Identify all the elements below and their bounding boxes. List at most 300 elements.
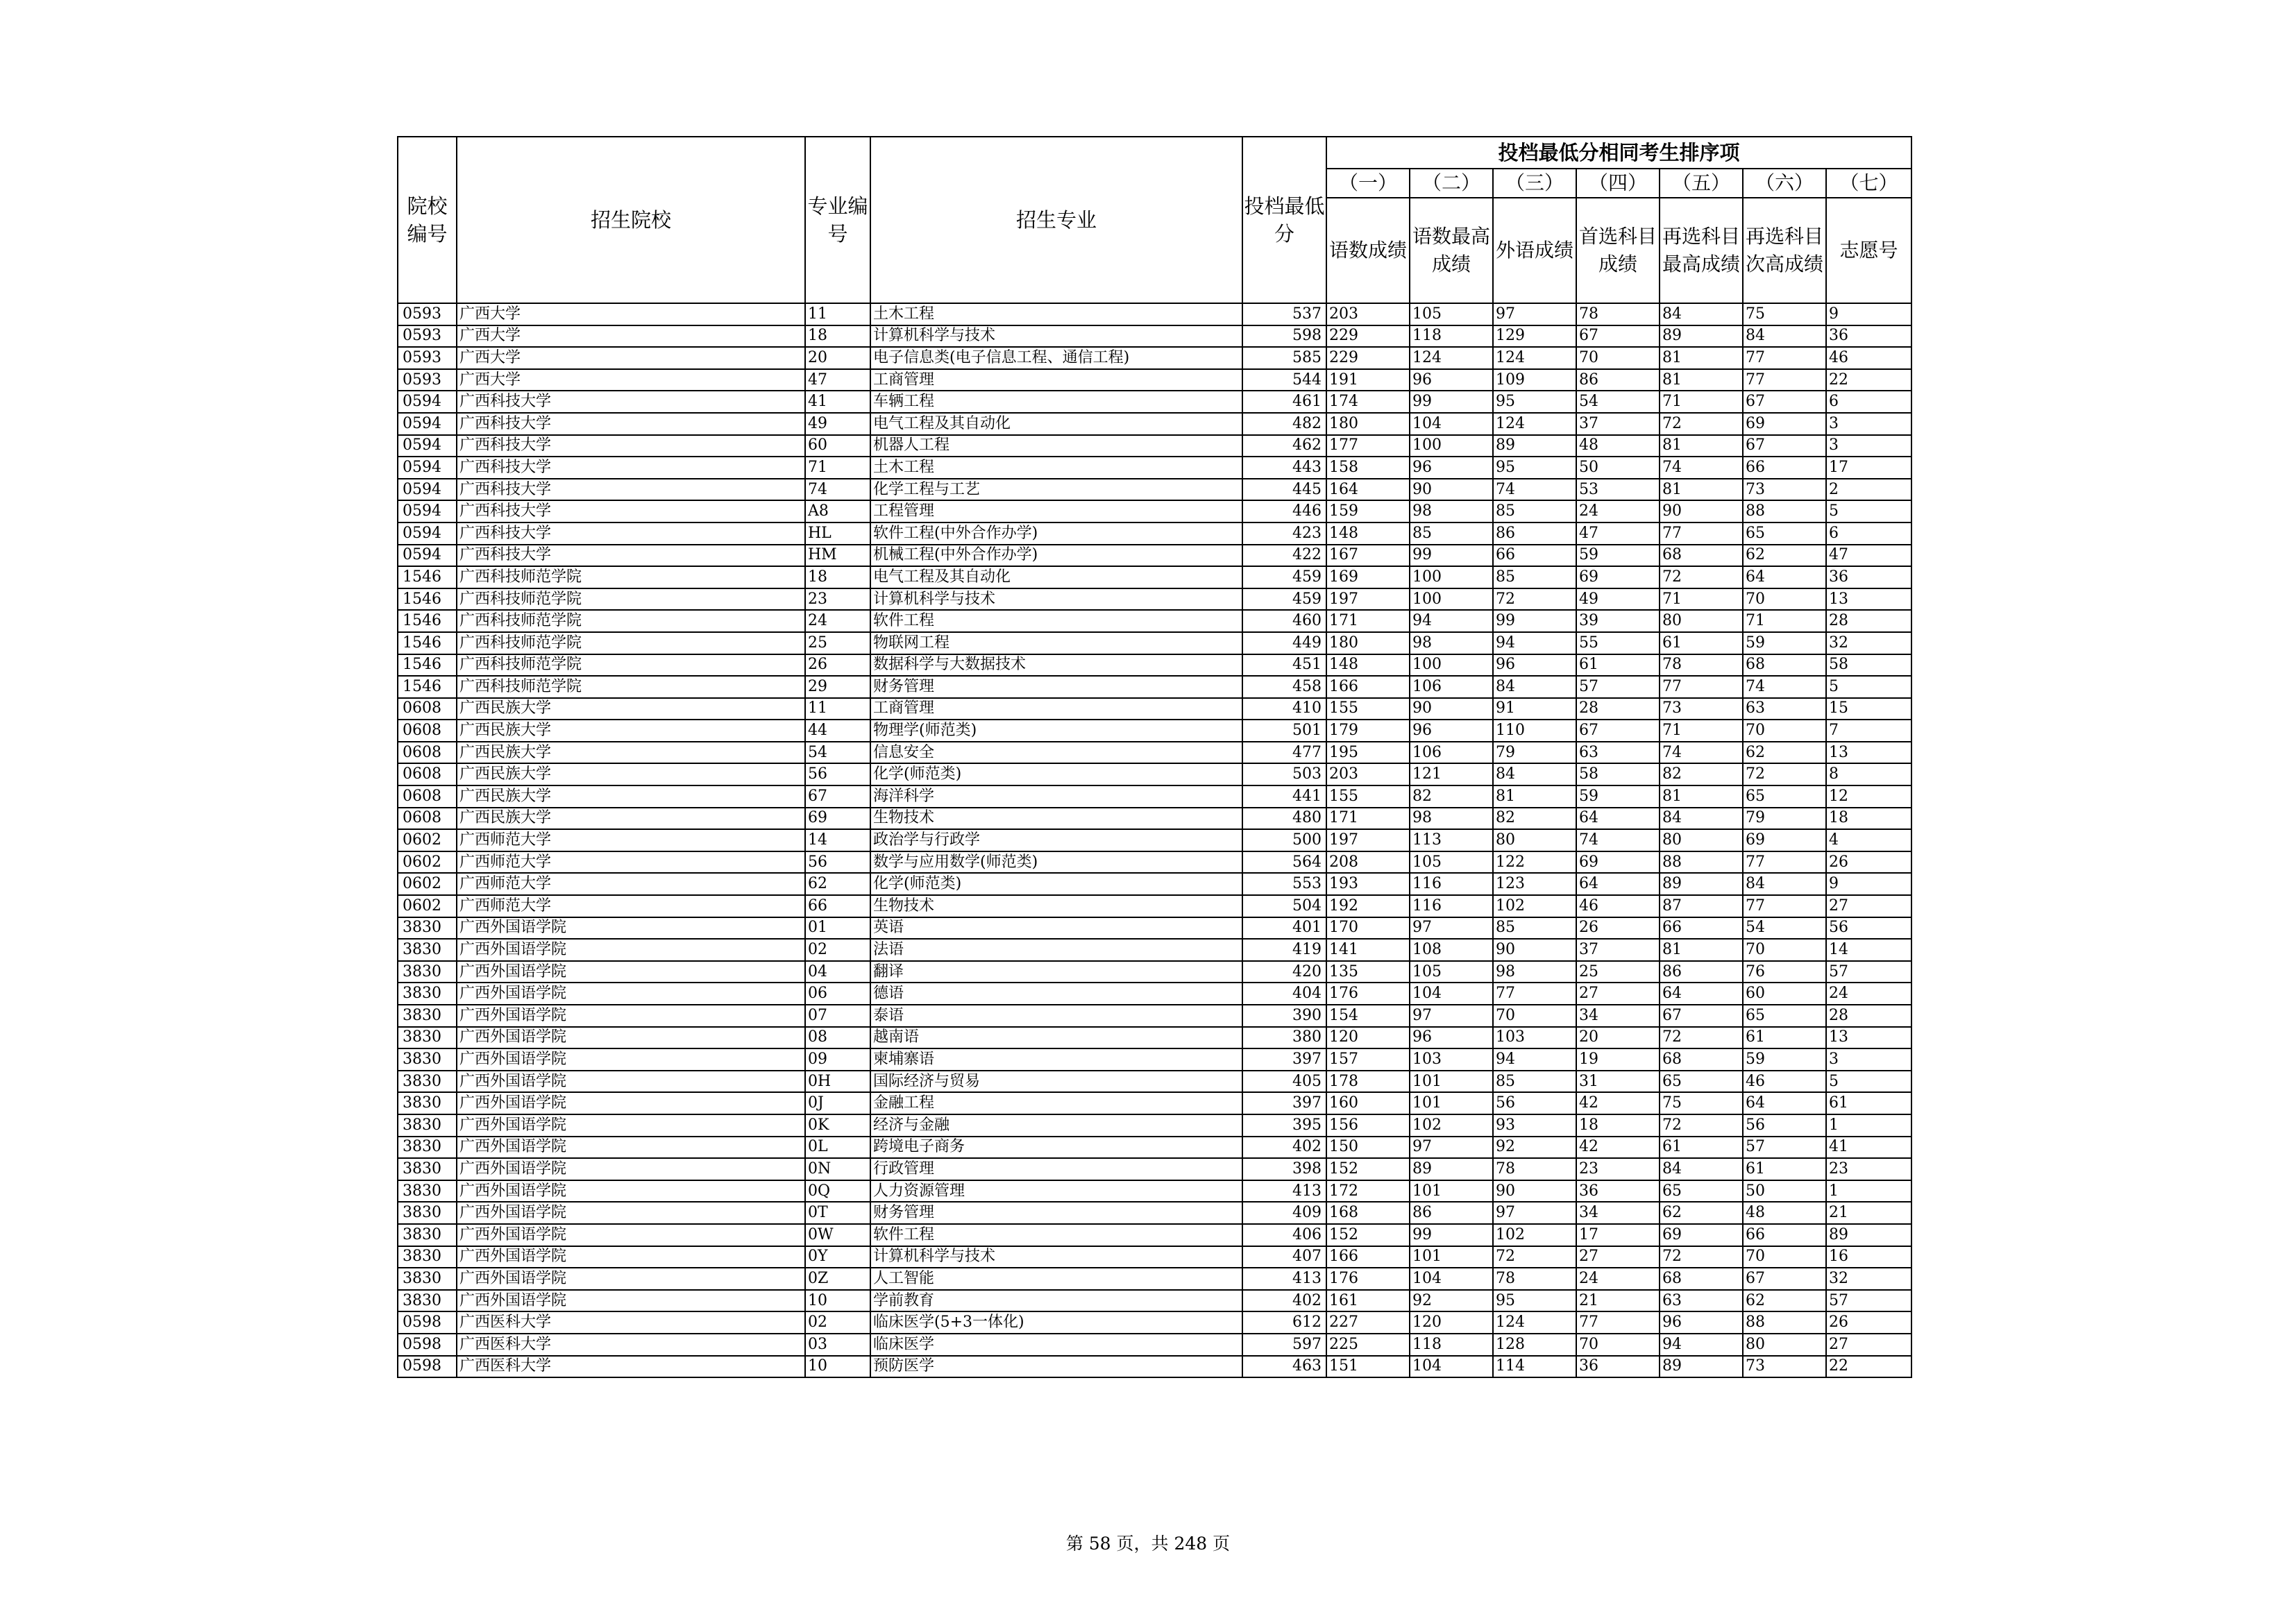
- cell-foreign-language: 102: [1493, 895, 1576, 917]
- cell-first-subject: 27: [1576, 983, 1660, 1005]
- cell-first-subject: 18: [1576, 1114, 1660, 1137]
- cell-foreign-language: 103: [1493, 1027, 1576, 1049]
- cell-yu-shu-max: 97: [1410, 1137, 1493, 1159]
- table-row: [398, 895, 1911, 917]
- cell-second-subject-next: 65: [1743, 1005, 1826, 1027]
- cell-foreign-language: 80: [1493, 829, 1576, 851]
- cell-major-name: 软件工程(中外合作办学): [870, 522, 1242, 545]
- cell-volunteer-number: 13: [1826, 742, 1911, 764]
- cell-yu-shu-max: 102: [1410, 1114, 1493, 1137]
- cell-yu-shu-max: 96: [1410, 369, 1493, 391]
- cell-volunteer-number: 27: [1826, 1334, 1911, 1356]
- cell-school-name: 广西师范大学: [457, 851, 805, 874]
- cell-min-score: 460: [1242, 610, 1326, 632]
- cell-min-score: 462: [1242, 435, 1326, 457]
- cell-major-code: 04: [805, 961, 870, 983]
- cell-volunteer-number: 1: [1826, 1114, 1911, 1137]
- cell-major-code: 07: [805, 1005, 870, 1027]
- cell-yu-shu-score: 172: [1326, 1180, 1410, 1203]
- cell-volunteer-number: 6: [1826, 391, 1911, 413]
- cell-major-name: 软件工程: [870, 1224, 1242, 1246]
- cell-school-code: 0598: [398, 1311, 457, 1334]
- cell-second-subject-next: 77: [1743, 895, 1826, 917]
- cell-yu-shu-max: 106: [1410, 676, 1493, 698]
- cell-foreign-language: 90: [1493, 1180, 1576, 1203]
- cell-volunteer-number: 24: [1826, 983, 1911, 1005]
- cell-major-name: 金融工程: [870, 1092, 1242, 1114]
- cell-first-subject: 39: [1576, 610, 1660, 632]
- header-criterion-7: 志愿号: [1826, 198, 1911, 303]
- cell-yu-shu-score: 161: [1326, 1290, 1410, 1312]
- cell-second-subject-max: 81: [1660, 785, 1743, 808]
- cell-school-code: 0594: [398, 391, 457, 413]
- table-row: [398, 1180, 1911, 1203]
- cell-school-code: 3830: [398, 961, 457, 983]
- cell-major-code: 0Y: [805, 1246, 870, 1268]
- cell-foreign-language: 86: [1493, 522, 1576, 545]
- cell-second-subject-max: 81: [1660, 939, 1743, 961]
- cell-second-subject-next: 70: [1743, 1246, 1826, 1268]
- cell-min-score: 402: [1242, 1290, 1326, 1312]
- cell-second-subject-max: 71: [1660, 588, 1743, 611]
- cell-major-name: 数据科学与大数据技术: [870, 654, 1242, 677]
- cell-school-name: 广西大学: [457, 303, 805, 325]
- cell-first-subject: 67: [1576, 325, 1660, 348]
- cell-second-subject-next: 80: [1743, 1334, 1826, 1356]
- cell-second-subject-max: 71: [1660, 720, 1743, 742]
- cell-foreign-language: 90: [1493, 939, 1576, 961]
- cell-volunteer-number: 9: [1826, 873, 1911, 895]
- cell-school-name: 广西外国语学院: [457, 1048, 805, 1071]
- cell-min-score: 423: [1242, 522, 1326, 545]
- cell-foreign-language: 85: [1493, 1071, 1576, 1093]
- cell-second-subject-next: 48: [1743, 1202, 1826, 1224]
- cell-major-name: 财务管理: [870, 1202, 1242, 1224]
- cell-major-code: 47: [805, 369, 870, 391]
- cell-first-subject: 24: [1576, 500, 1660, 522]
- cell-yu-shu-max: 99: [1410, 391, 1493, 413]
- cell-school-name: 广西科技大学: [457, 479, 805, 501]
- cell-major-code: 01: [805, 917, 870, 940]
- table-row: [398, 1202, 1911, 1224]
- cell-second-subject-next: 73: [1743, 1356, 1826, 1378]
- cell-school-code: 3830: [398, 1158, 457, 1180]
- cell-second-subject-next: 74: [1743, 676, 1826, 698]
- cell-min-score: 612: [1242, 1311, 1326, 1334]
- cell-yu-shu-max: 104: [1410, 983, 1493, 1005]
- cell-first-subject: 63: [1576, 742, 1660, 764]
- cell-school-code: 1546: [398, 610, 457, 632]
- cell-foreign-language: 94: [1493, 632, 1576, 654]
- cell-foreign-language: 72: [1493, 588, 1576, 611]
- cell-second-subject-max: 75: [1660, 1092, 1743, 1114]
- cell-foreign-language: 82: [1493, 808, 1576, 830]
- cell-major-code: 10: [805, 1356, 870, 1378]
- cell-major-name: 电子信息类(电子信息工程、通信工程): [870, 347, 1242, 369]
- cell-school-code: 3830: [398, 1137, 457, 1159]
- cell-min-score: 441: [1242, 785, 1326, 808]
- cell-first-subject: 31: [1576, 1071, 1660, 1093]
- cell-second-subject-next: 77: [1743, 347, 1826, 369]
- cell-major-code: HL: [805, 522, 870, 545]
- table-row: [398, 1311, 1911, 1334]
- cell-major-name: 化学(师范类): [870, 763, 1242, 785]
- cell-foreign-language: 122: [1493, 851, 1576, 874]
- cell-min-score: 482: [1242, 413, 1326, 435]
- cell-school-code: 0608: [398, 785, 457, 808]
- cell-first-subject: 36: [1576, 1180, 1660, 1203]
- cell-volunteer-number: 23: [1826, 1158, 1911, 1180]
- cell-major-name: 数学与应用数学(师范类): [870, 851, 1242, 874]
- cell-min-score: 458: [1242, 676, 1326, 698]
- cell-foreign-language: 129: [1493, 325, 1576, 348]
- table-row: [398, 1268, 1911, 1290]
- cell-major-name: 电气工程及其自动化: [870, 413, 1242, 435]
- cell-major-name: 英语: [870, 917, 1242, 940]
- cell-yu-shu-score: 197: [1326, 588, 1410, 611]
- cell-volunteer-number: 3: [1826, 435, 1911, 457]
- cell-school-name: 广西外国语学院: [457, 1114, 805, 1137]
- cell-foreign-language: 84: [1493, 763, 1576, 785]
- cell-second-subject-max: 81: [1660, 369, 1743, 391]
- table-body: [398, 303, 1911, 1377]
- cell-min-score: 461: [1242, 391, 1326, 413]
- cell-school-code: 0594: [398, 435, 457, 457]
- cell-foreign-language: 66: [1493, 545, 1576, 567]
- cell-second-subject-next: 64: [1743, 566, 1826, 588]
- cell-foreign-language: 96: [1493, 654, 1576, 677]
- cell-yu-shu-max: 99: [1410, 1224, 1493, 1246]
- cell-volunteer-number: 9: [1826, 303, 1911, 325]
- cell-foreign-language: 124: [1493, 1311, 1576, 1334]
- cell-foreign-language: 81: [1493, 785, 1576, 808]
- cell-school-code: 0594: [398, 457, 457, 479]
- cell-second-subject-max: 68: [1660, 545, 1743, 567]
- cell-major-name: 物联网工程: [870, 632, 1242, 654]
- cell-major-code: 08: [805, 1027, 870, 1049]
- cell-second-subject-max: 73: [1660, 698, 1743, 720]
- table-row: [398, 654, 1911, 677]
- header-order-2: （二）: [1410, 169, 1493, 198]
- cell-major-code: 03: [805, 1334, 870, 1356]
- table-row: [398, 961, 1911, 983]
- table-row: [398, 369, 1911, 391]
- cell-second-subject-max: 84: [1660, 808, 1743, 830]
- cell-major-code: 26: [805, 654, 870, 677]
- cell-second-subject-max: 71: [1660, 391, 1743, 413]
- cell-second-subject-max: 77: [1660, 522, 1743, 545]
- cell-foreign-language: 114: [1493, 1356, 1576, 1378]
- cell-second-subject-next: 88: [1743, 1311, 1826, 1334]
- header-order-3: （三）: [1493, 169, 1576, 198]
- cell-min-score: 398: [1242, 1158, 1326, 1180]
- table-row: [398, 303, 1911, 325]
- cell-first-subject: 23: [1576, 1158, 1660, 1180]
- cell-first-subject: 69: [1576, 851, 1660, 874]
- table-row: [398, 1158, 1911, 1180]
- cell-yu-shu-score: 154: [1326, 1005, 1410, 1027]
- table-row: [398, 391, 1911, 413]
- cell-major-name: 机械工程(中外合作办学): [870, 545, 1242, 567]
- cell-yu-shu-score: 150: [1326, 1137, 1410, 1159]
- cell-school-name: 广西民族大学: [457, 808, 805, 830]
- cell-second-subject-max: 77: [1660, 676, 1743, 698]
- cell-yu-shu-score: 193: [1326, 873, 1410, 895]
- cell-major-name: 工商管理: [870, 698, 1242, 720]
- cell-school-code: 3830: [398, 1180, 457, 1203]
- cell-major-code: 0Z: [805, 1268, 870, 1290]
- cell-volunteer-number: 32: [1826, 1268, 1911, 1290]
- cell-yu-shu-score: 155: [1326, 698, 1410, 720]
- cell-school-code: 0598: [398, 1334, 457, 1356]
- table-row: [398, 632, 1911, 654]
- cell-second-subject-next: 70: [1743, 588, 1826, 611]
- cell-foreign-language: 93: [1493, 1114, 1576, 1137]
- cell-major-name: 信息安全: [870, 742, 1242, 764]
- cell-volunteer-number: 58: [1826, 654, 1911, 677]
- table-row: [398, 1137, 1911, 1159]
- cell-first-subject: 53: [1576, 479, 1660, 501]
- cell-yu-shu-max: 85: [1410, 522, 1493, 545]
- cell-second-subject-max: 89: [1660, 873, 1743, 895]
- cell-yu-shu-score: 157: [1326, 1048, 1410, 1071]
- table-row: [398, 873, 1911, 895]
- cell-second-subject-next: 61: [1743, 1027, 1826, 1049]
- cell-school-name: 广西外国语学院: [457, 939, 805, 961]
- cell-yu-shu-max: 96: [1410, 457, 1493, 479]
- cell-yu-shu-max: 99: [1410, 545, 1493, 567]
- cell-yu-shu-max: 116: [1410, 873, 1493, 895]
- cell-foreign-language: 78: [1493, 1268, 1576, 1290]
- cell-min-score: 443: [1242, 457, 1326, 479]
- cell-second-subject-next: 70: [1743, 939, 1826, 961]
- cell-min-score: 405: [1242, 1071, 1326, 1093]
- cell-school-code: 0594: [398, 413, 457, 435]
- cell-school-code: 3830: [398, 1027, 457, 1049]
- cell-major-name: 计算机科学与技术: [870, 588, 1242, 611]
- cell-school-code: 3830: [398, 1246, 457, 1268]
- cell-min-score: 501: [1242, 720, 1326, 742]
- cell-second-subject-next: 46: [1743, 1071, 1826, 1093]
- cell-volunteer-number: 5: [1826, 1071, 1911, 1093]
- cell-foreign-language: 70: [1493, 1005, 1576, 1027]
- cell-yu-shu-max: 98: [1410, 500, 1493, 522]
- cell-second-subject-max: 65: [1660, 1180, 1743, 1203]
- cell-yu-shu-max: 105: [1410, 303, 1493, 325]
- table-row: [398, 698, 1911, 720]
- cell-foreign-language: 85: [1493, 500, 1576, 522]
- cell-first-subject: 34: [1576, 1005, 1660, 1027]
- cell-second-subject-next: 69: [1743, 829, 1826, 851]
- cell-volunteer-number: 12: [1826, 785, 1911, 808]
- table-row: [398, 939, 1911, 961]
- cell-second-subject-max: 68: [1660, 1268, 1743, 1290]
- table-row: [398, 1027, 1911, 1049]
- cell-min-score: 420: [1242, 961, 1326, 983]
- cell-second-subject-max: 87: [1660, 895, 1743, 917]
- cell-first-subject: 21: [1576, 1290, 1660, 1312]
- cell-min-score: 451: [1242, 654, 1326, 677]
- cell-foreign-language: 78: [1493, 1158, 1576, 1180]
- cell-second-subject-next: 70: [1743, 720, 1826, 742]
- cell-min-score: 585: [1242, 347, 1326, 369]
- cell-second-subject-max: 78: [1660, 654, 1743, 677]
- cell-school-code: 3830: [398, 1202, 457, 1224]
- cell-yu-shu-score: 229: [1326, 347, 1410, 369]
- table-row: [398, 347, 1911, 369]
- cell-school-code: 3830: [398, 939, 457, 961]
- cell-min-score: 445: [1242, 479, 1326, 501]
- cell-major-code: 44: [805, 720, 870, 742]
- cell-second-subject-max: 72: [1660, 413, 1743, 435]
- cell-second-subject-max: 82: [1660, 763, 1743, 785]
- cell-second-subject-max: 72: [1660, 1246, 1743, 1268]
- cell-major-code: 0N: [805, 1158, 870, 1180]
- cell-major-code: 0L: [805, 1137, 870, 1159]
- cell-yu-shu-score: 135: [1326, 961, 1410, 983]
- cell-school-name: 广西科技大学: [457, 391, 805, 413]
- cell-first-subject: 42: [1576, 1092, 1660, 1114]
- cell-yu-shu-max: 116: [1410, 895, 1493, 917]
- header-school-code: 院校编号: [398, 137, 457, 303]
- cell-yu-shu-max: 105: [1410, 961, 1493, 983]
- cell-first-subject: 42: [1576, 1137, 1660, 1159]
- cell-school-code: 0594: [398, 522, 457, 545]
- cell-min-score: 544: [1242, 369, 1326, 391]
- cell-major-code: 18: [805, 566, 870, 588]
- cell-school-name: 广西科技大学: [457, 522, 805, 545]
- cell-school-name: 广西科技师范学院: [457, 566, 805, 588]
- cell-major-name: 化学工程与工艺: [870, 479, 1242, 501]
- table-row: [398, 1290, 1911, 1312]
- cell-school-name: 广西民族大学: [457, 720, 805, 742]
- cell-yu-shu-max: 104: [1410, 413, 1493, 435]
- cell-major-name: 政治学与行政学: [870, 829, 1242, 851]
- cell-school-code: 3830: [398, 1114, 457, 1137]
- cell-major-name: 物理学(师范类): [870, 720, 1242, 742]
- cell-school-name: 广西外国语学院: [457, 1071, 805, 1093]
- cell-yu-shu-max: 90: [1410, 479, 1493, 501]
- cell-first-subject: 74: [1576, 829, 1660, 851]
- cell-second-subject-next: 59: [1743, 1048, 1826, 1071]
- cell-yu-shu-score: 174: [1326, 391, 1410, 413]
- cell-yu-shu-max: 98: [1410, 632, 1493, 654]
- cell-foreign-language: 98: [1493, 961, 1576, 983]
- table-row: [398, 851, 1911, 874]
- cell-second-subject-next: 68: [1743, 654, 1826, 677]
- table-row: [398, 479, 1911, 501]
- cell-yu-shu-max: 101: [1410, 1071, 1493, 1093]
- cell-major-code: 56: [805, 763, 870, 785]
- cell-major-name: 工商管理: [870, 369, 1242, 391]
- cell-yu-shu-max: 101: [1410, 1246, 1493, 1268]
- table-row: [398, 1048, 1911, 1071]
- cell-foreign-language: 91: [1493, 698, 1576, 720]
- cell-volunteer-number: 5: [1826, 500, 1911, 522]
- cell-first-subject: 49: [1576, 588, 1660, 611]
- cell-yu-shu-score: 191: [1326, 369, 1410, 391]
- table-row: [398, 1224, 1911, 1246]
- cell-major-name: 人力资源管理: [870, 1180, 1242, 1203]
- cell-min-score: 504: [1242, 895, 1326, 917]
- cell-major-name: 预防医学: [870, 1356, 1242, 1378]
- cell-first-subject: 47: [1576, 522, 1660, 545]
- cell-school-code: 1546: [398, 588, 457, 611]
- cell-foreign-language: 84: [1493, 676, 1576, 698]
- cell-school-code: 1546: [398, 566, 457, 588]
- cell-yu-shu-max: 96: [1410, 1027, 1493, 1049]
- cell-volunteer-number: 28: [1826, 1005, 1911, 1027]
- table-row: [398, 413, 1911, 435]
- cell-foreign-language: 77: [1493, 983, 1576, 1005]
- cell-volunteer-number: 57: [1826, 1290, 1911, 1312]
- cell-major-code: 67: [805, 785, 870, 808]
- cell-school-name: 广西外国语学院: [457, 1092, 805, 1114]
- cell-min-score: 480: [1242, 808, 1326, 830]
- cell-yu-shu-score: 148: [1326, 654, 1410, 677]
- cell-second-subject-next: 59: [1743, 632, 1826, 654]
- cell-yu-shu-max: 101: [1410, 1180, 1493, 1203]
- cell-school-name: 广西科技大学: [457, 435, 805, 457]
- cell-volunteer-number: 4: [1826, 829, 1911, 851]
- cell-foreign-language: 56: [1493, 1092, 1576, 1114]
- cell-second-subject-next: 61: [1743, 1158, 1826, 1180]
- cell-second-subject-max: 80: [1660, 610, 1743, 632]
- cell-first-subject: 54: [1576, 391, 1660, 413]
- cell-yu-shu-max: 105: [1410, 851, 1493, 874]
- cell-second-subject-max: 89: [1660, 1356, 1743, 1378]
- cell-major-code: 11: [805, 698, 870, 720]
- table-row: [398, 1005, 1911, 1027]
- header-criterion-6: 再选科目次高成绩: [1743, 198, 1826, 303]
- header-order-1: （一）: [1326, 169, 1410, 198]
- cell-second-subject-next: 71: [1743, 610, 1826, 632]
- cell-second-subject-next: 66: [1743, 1224, 1826, 1246]
- cell-school-code: 0594: [398, 479, 457, 501]
- cell-school-name: 广西师范大学: [457, 895, 805, 917]
- table-row: [398, 1071, 1911, 1093]
- cell-yu-shu-score: 158: [1326, 457, 1410, 479]
- table-row: [398, 1334, 1911, 1356]
- cell-first-subject: 64: [1576, 808, 1660, 830]
- cell-min-score: 503: [1242, 763, 1326, 785]
- cell-second-subject-max: 88: [1660, 851, 1743, 874]
- cell-major-code: 71: [805, 457, 870, 479]
- cell-min-score: 413: [1242, 1180, 1326, 1203]
- cell-foreign-language: 95: [1493, 457, 1576, 479]
- cell-foreign-language: 102: [1493, 1224, 1576, 1246]
- cell-first-subject: 48: [1576, 435, 1660, 457]
- cell-min-score: 407: [1242, 1246, 1326, 1268]
- cell-major-name: 跨境电子商务: [870, 1137, 1242, 1159]
- cell-first-subject: 19: [1576, 1048, 1660, 1071]
- cell-major-name: 化学(师范类): [870, 873, 1242, 895]
- cell-major-code: 09: [805, 1048, 870, 1071]
- cell-second-subject-max: 86: [1660, 961, 1743, 983]
- cell-second-subject-max: 81: [1660, 435, 1743, 457]
- cell-min-score: 380: [1242, 1027, 1326, 1049]
- cell-second-subject-max: 64: [1660, 983, 1743, 1005]
- cell-volunteer-number: 1: [1826, 1180, 1911, 1203]
- cell-second-subject-max: 72: [1660, 1027, 1743, 1049]
- cell-second-subject-max: 81: [1660, 479, 1743, 501]
- cell-volunteer-number: 26: [1826, 851, 1911, 874]
- cell-second-subject-max: 69: [1660, 1224, 1743, 1246]
- cell-major-code: 0J: [805, 1092, 870, 1114]
- cell-second-subject-next: 62: [1743, 545, 1826, 567]
- cell-school-name: 广西外国语学院: [457, 1202, 805, 1224]
- cell-major-code: 10: [805, 1290, 870, 1312]
